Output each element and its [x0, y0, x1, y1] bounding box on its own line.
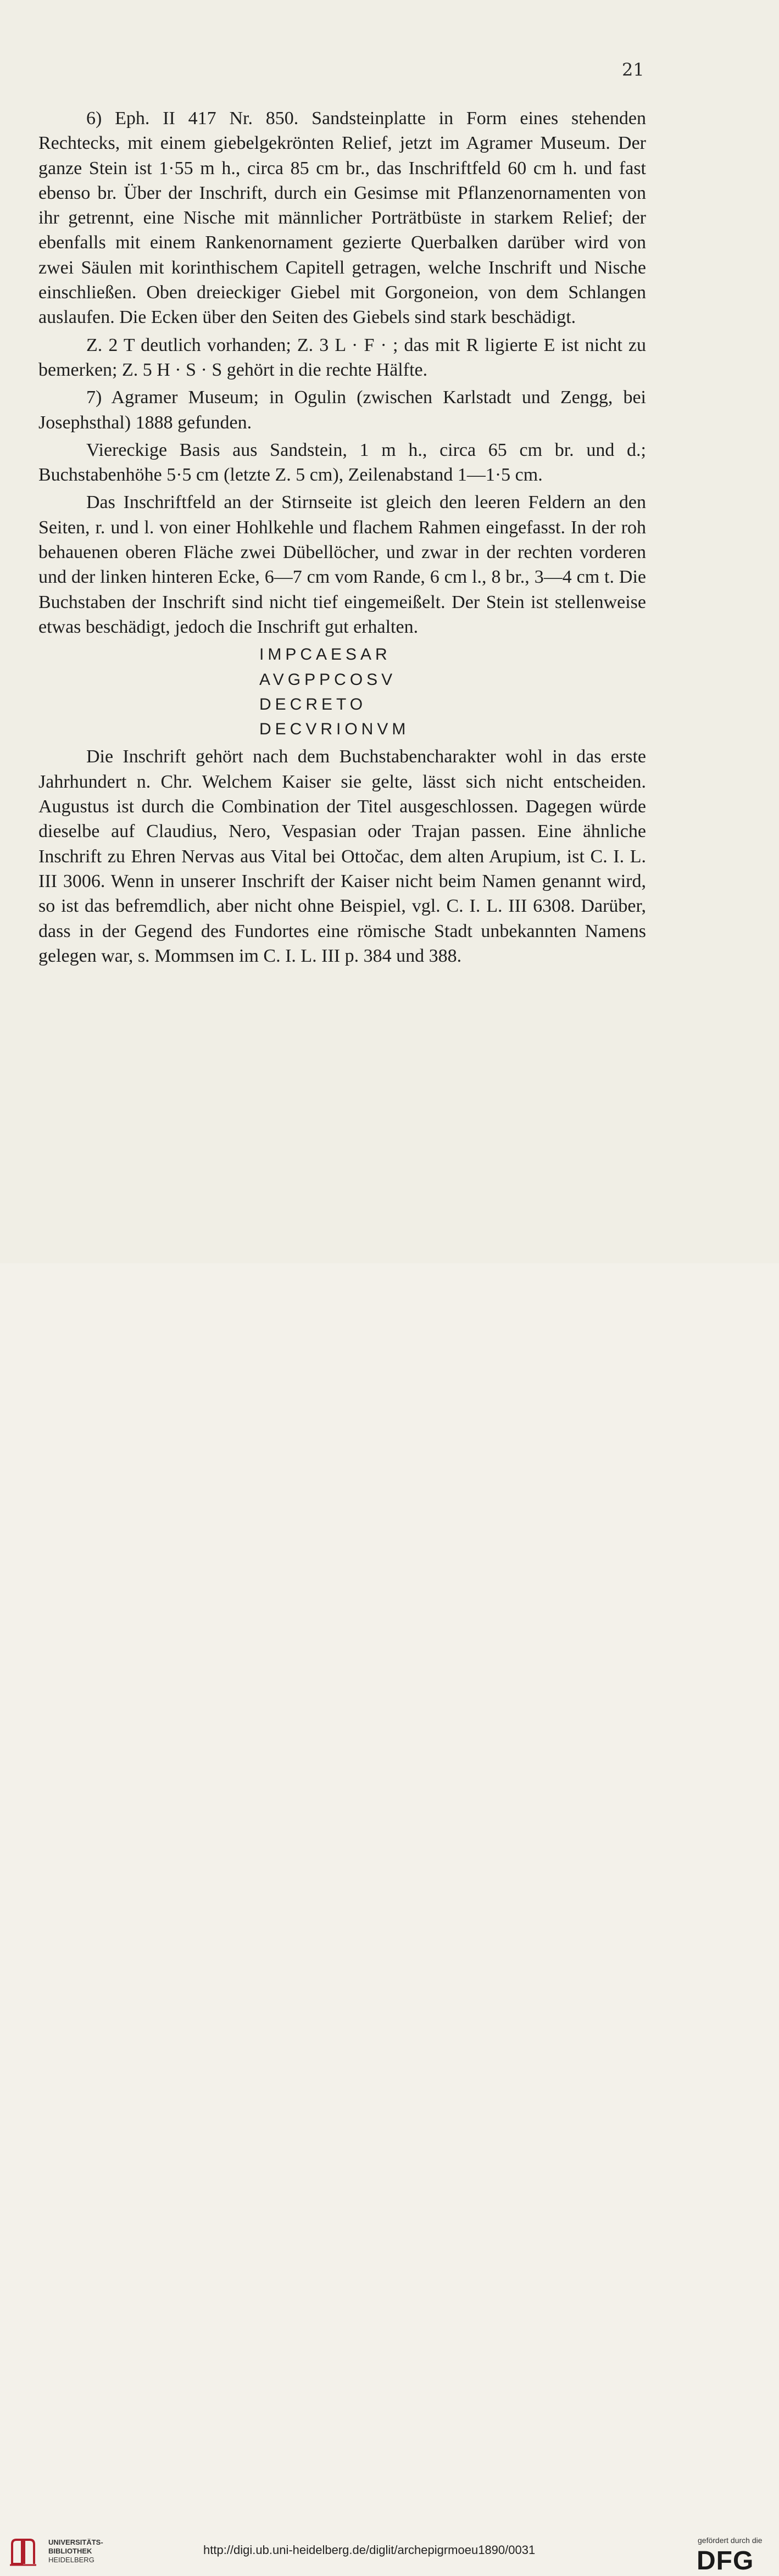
body-text: [38, 106, 646, 971]
footer-bar: [0, 1263, 779, 2575]
inscription-line: AVGPPCOSV: [259, 670, 397, 689]
dfg-logo: DFG: [697, 2546, 754, 2575]
inscription-line: IMPCAESAR: [259, 645, 391, 664]
paragraph-inscription-field: Das Inschriftfeld an der Stirnseite ist gleich den leeren Feldern an den Seiten, r. und l. von einer Hohlkehle und flachem Rahmen eingefasst. In der roh behauenen oberen Fläche zwei Dübellöcher, und zwar in der rechten vorderen und der linken hinteren Ecke, 6—7 cm vom Rande, 6 cm l., 8 br., 3—4 cm t. Die Buchstaben der Inschrift sind nicht tief eingemeißelt. Der Stein ist stellenweise etwas beschädigt, jedoch die Inschrift gut erhalten.: [38, 492, 646, 637]
inscription-line: DECRETO: [259, 695, 367, 713]
scanned-page: [0, 0, 779, 1263]
closing-paragraph: Die Inschrift gehört nach dem Buchstabencharakter wohl in das erste Jahrhundert n. Chr. Welchem Kaiser sie gelte, lässt sich nicht entscheiden. Augustus ist durch die Combination der Titel ausgeschlossen. Dagegen würde dieselbe auf Claudius, Nero, Vespasian oder Trajan passen. Eine ähnliche Inschrift zu Ehren Nervas aus Vital bei Ottočac, dem alten Arupium, ist C. I. L. III 3006. Wenn in unserer Inschrift der Kaiser nicht beim Namen genannt wird, so ist das befremdlich, aber nicht ohne Beispiel, vgl. C. I. L. III 6308. Darüber, dass in der Gegend des Fundortes eine römische Stadt unbekannten Namens gelegen war, s. Mommsen im C. I. L. III p. 384 und 388.: [38, 746, 646, 966]
paragraph-7: 7) Agramer Museum; in Ogulin (zwischen Karlstadt und Zengg, bei Josephsthal) 1888 gefunden.: [38, 387, 646, 433]
source-url-link[interactable]: http://digi.ub.uni-heidelberg.de/diglit/archepigrmoeu1890/0031: [203, 2543, 536, 2557]
inscription-line: DECVRIONVM: [259, 720, 410, 739]
paragraph-notes: Z. 2 T deutlich vorhanden; Z. 3 L · F · ; das mit R ligierte E ist nicht zu bemerken; Z. 5 H · S · S gehört in die rechte Hälfte.: [38, 334, 646, 380]
page-number: 21: [622, 59, 644, 80]
library-name: UNIVERSITÄTS- BIBLIOTHEK HEIDELBERG: [48, 2538, 103, 2564]
university-library-logo: [8, 2536, 46, 2567]
funding-note: gefördert durch die: [698, 2536, 763, 2545]
inscription-block: [259, 642, 646, 741]
paragraph-description: Viereckige Basis aus Sandstein, 1 m h., circa 65 cm br. und d.; Buchstabenhöhe 5·5 cm (letzte Z. 5 cm), Zeilenabstand 1—1·5 cm.: [38, 439, 646, 486]
paragraph-6: 6) Eph. II 417 Nr. 850. Sandsteinplatte in Form eines stehenden Rechtecks, mit einem giebelgekrönten Relief, jetzt im Agramer Museum. Der ganze Stein ist 1·55 m h., circa 85 cm br., das Inschriftfeld 60 cm h. und fast ebenso br. Über der Inschrift, durch ein Gesimse mit Pflanzenornamenten von ihr getrennt, eine Nische mit männlicher Porträtbüste in starkem Relief; der ebenfalls mit einem Rankenornament gezierte Querbalken darüber wird von zwei Säulen mit korinthischem Capitell getragen, welche Inschrift und Nische einschließen. Oben dreieckiger Giebel mit Gorgoneion, von dem Schlangen auslaufen. Die Ecken über den Seiten des Giebels sind stark beschädigt.: [38, 108, 646, 328]
